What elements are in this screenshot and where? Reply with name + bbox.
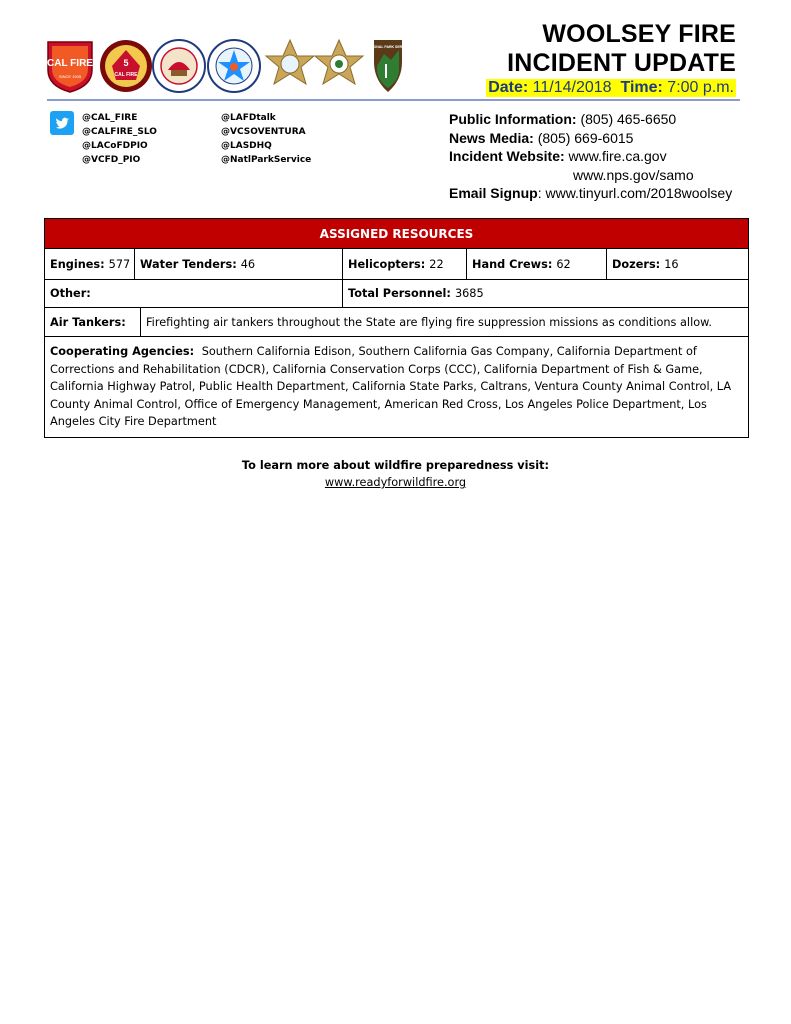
time-value: 7:00 p.m. <box>667 79 734 96</box>
resources-row-personnel <box>45 280 748 308</box>
title-line-1: WOOLSEY FIRE <box>542 20 736 48</box>
email-signup-line <box>449 184 739 203</box>
hand-crews-cell <box>467 249 607 279</box>
sheriff-star-logo <box>266 40 314 84</box>
assigned-resources-table <box>44 218 749 438</box>
ventura-county-fire-logo <box>208 40 260 92</box>
title-line-2: INCIDENT UPDATE <box>507 49 736 77</box>
public-info-line <box>449 110 739 129</box>
header-divider <box>47 99 740 101</box>
svg-text:5: 5 <box>123 58 129 68</box>
contact-info <box>449 110 739 203</box>
hand-crews-value: 62 <box>556 257 571 271</box>
twitter-handle[interactable]: @LACoFDPIO <box>82 141 148 151</box>
public-info-phone[interactable]: (805) 465-6650 <box>580 111 677 127</box>
website-link-nps[interactable]: www.nps.gov/samo <box>573 166 694 183</box>
svg-text:NATIONAL PARK SERVICE: NATIONAL PARK SERVICE <box>365 45 411 49</box>
news-media-label: News Media: <box>449 129 534 146</box>
svg-text:SINCE 1905: SINCE 1905 <box>58 74 82 79</box>
incident-title-block <box>486 20 736 97</box>
other-cell <box>45 280 343 307</box>
engines-cell <box>45 249 135 279</box>
svg-text:CAL FIRE: CAL FIRE <box>114 72 138 78</box>
water-tenders-label: Water Tenders: <box>140 257 237 271</box>
twitter-handle[interactable]: @LAFDtalk <box>221 113 276 123</box>
helicopters-value: 22 <box>429 257 444 271</box>
cal-fire-logo <box>47 42 93 92</box>
twitter-handle[interactable]: @VCSOVENTURA <box>221 127 306 137</box>
dozers-cell <box>607 249 748 279</box>
date-label: Date: <box>488 79 529 96</box>
air-tankers-label: Air Tankers: <box>50 315 126 329</box>
website-label: Incident Website: <box>449 148 565 164</box>
water-tenders-value: 46 <box>240 257 256 271</box>
website-link-fire[interactable]: www.fire.ca.gov <box>568 148 667 164</box>
preparedness-note <box>0 457 791 491</box>
resources-row-air-tankers <box>45 308 748 337</box>
resources-row-cooperating-agencies <box>45 337 748 437</box>
date-time-line <box>486 79 736 97</box>
twitter-handles-col2 <box>221 111 311 167</box>
agency-logos <box>46 36 416 94</box>
time-label: Time: <box>620 79 663 96</box>
air-tankers-value-cell <box>141 308 748 336</box>
air-tankers-value: Firefighting air tankers throughout the State are flying fire suppression missions as conditions allow. <box>146 315 712 329</box>
cooperating-agencies-label: Cooperating Agencies: <box>50 345 195 358</box>
news-media-line <box>449 129 739 148</box>
total-personnel-cell <box>343 280 748 307</box>
preparedness-text: To learn more about wildfire preparedness visit: <box>241 459 550 472</box>
cooperating-agencies-value: Southern California Edison, Southern California Gas Company, California Department of Corrections and Rehabilitation (CDCR), California Conservation Corps (CCC), California Department of Fish & Game, California Highway Patrol, Public Health Department, California State Parks, Caltrans, Ventura County Animal Control, LA County Animal Control, Office of Emergency Management, American Red Cross, Los Angeles Police Department, Los Angeles City Fire Department <box>50 345 732 428</box>
ready-for-wildfire-link[interactable]: www.readyforwildfire.org <box>324 476 467 489</box>
total-personnel-value: 3685 <box>454 287 484 300</box>
date-value: 11/14/2018 <box>532 79 612 96</box>
twitter-handle[interactable]: @NatlParkService <box>221 155 312 165</box>
engines-label: Engines: <box>50 257 105 271</box>
news-media-phone[interactable]: (805) 669-6015 <box>537 129 634 146</box>
twitter-icon <box>50 111 74 135</box>
website-line <box>449 147 739 166</box>
ventura-sheriff-logo <box>315 40 363 84</box>
dozers-value: 16 <box>664 257 679 271</box>
la-county-fire-logo <box>153 40 205 92</box>
twitter-handle[interactable]: @LASDHQ <box>221 141 272 151</box>
resources-row-equipment <box>45 249 748 280</box>
engines-value: 577 <box>108 257 131 271</box>
total-personnel-label: Total Personnel: <box>348 287 451 300</box>
other-label: Other: <box>50 287 91 300</box>
twitter-handles-col1 <box>82 111 157 167</box>
svg-text:CAL FIRE: CAL FIRE <box>47 58 93 69</box>
dozers-label: Dozers: <box>612 257 661 271</box>
email-signup-label: Email Signup <box>449 185 538 201</box>
hand-crews-label: Hand Crews: <box>472 257 553 271</box>
cal-fire-slo-logo <box>100 40 152 92</box>
twitter-handle[interactable]: @CALFIRE_SLO <box>82 127 157 137</box>
public-info-label: Public Information: <box>449 111 577 127</box>
twitter-handle[interactable]: @VCFD_PIO <box>82 155 141 165</box>
email-signup-link[interactable]: : www.tinyurl.com/2018woolsey <box>537 185 733 201</box>
national-park-service-logo <box>366 40 411 92</box>
water-tenders-cell <box>135 249 343 279</box>
helicopters-label: Helicopters: <box>348 257 426 271</box>
twitter-handle[interactable]: @CAL_FIRE <box>82 113 138 123</box>
air-tankers-label-cell <box>45 308 141 336</box>
helicopters-cell <box>343 249 467 279</box>
resources-header: ASSIGNED RESOURCES <box>45 219 748 249</box>
